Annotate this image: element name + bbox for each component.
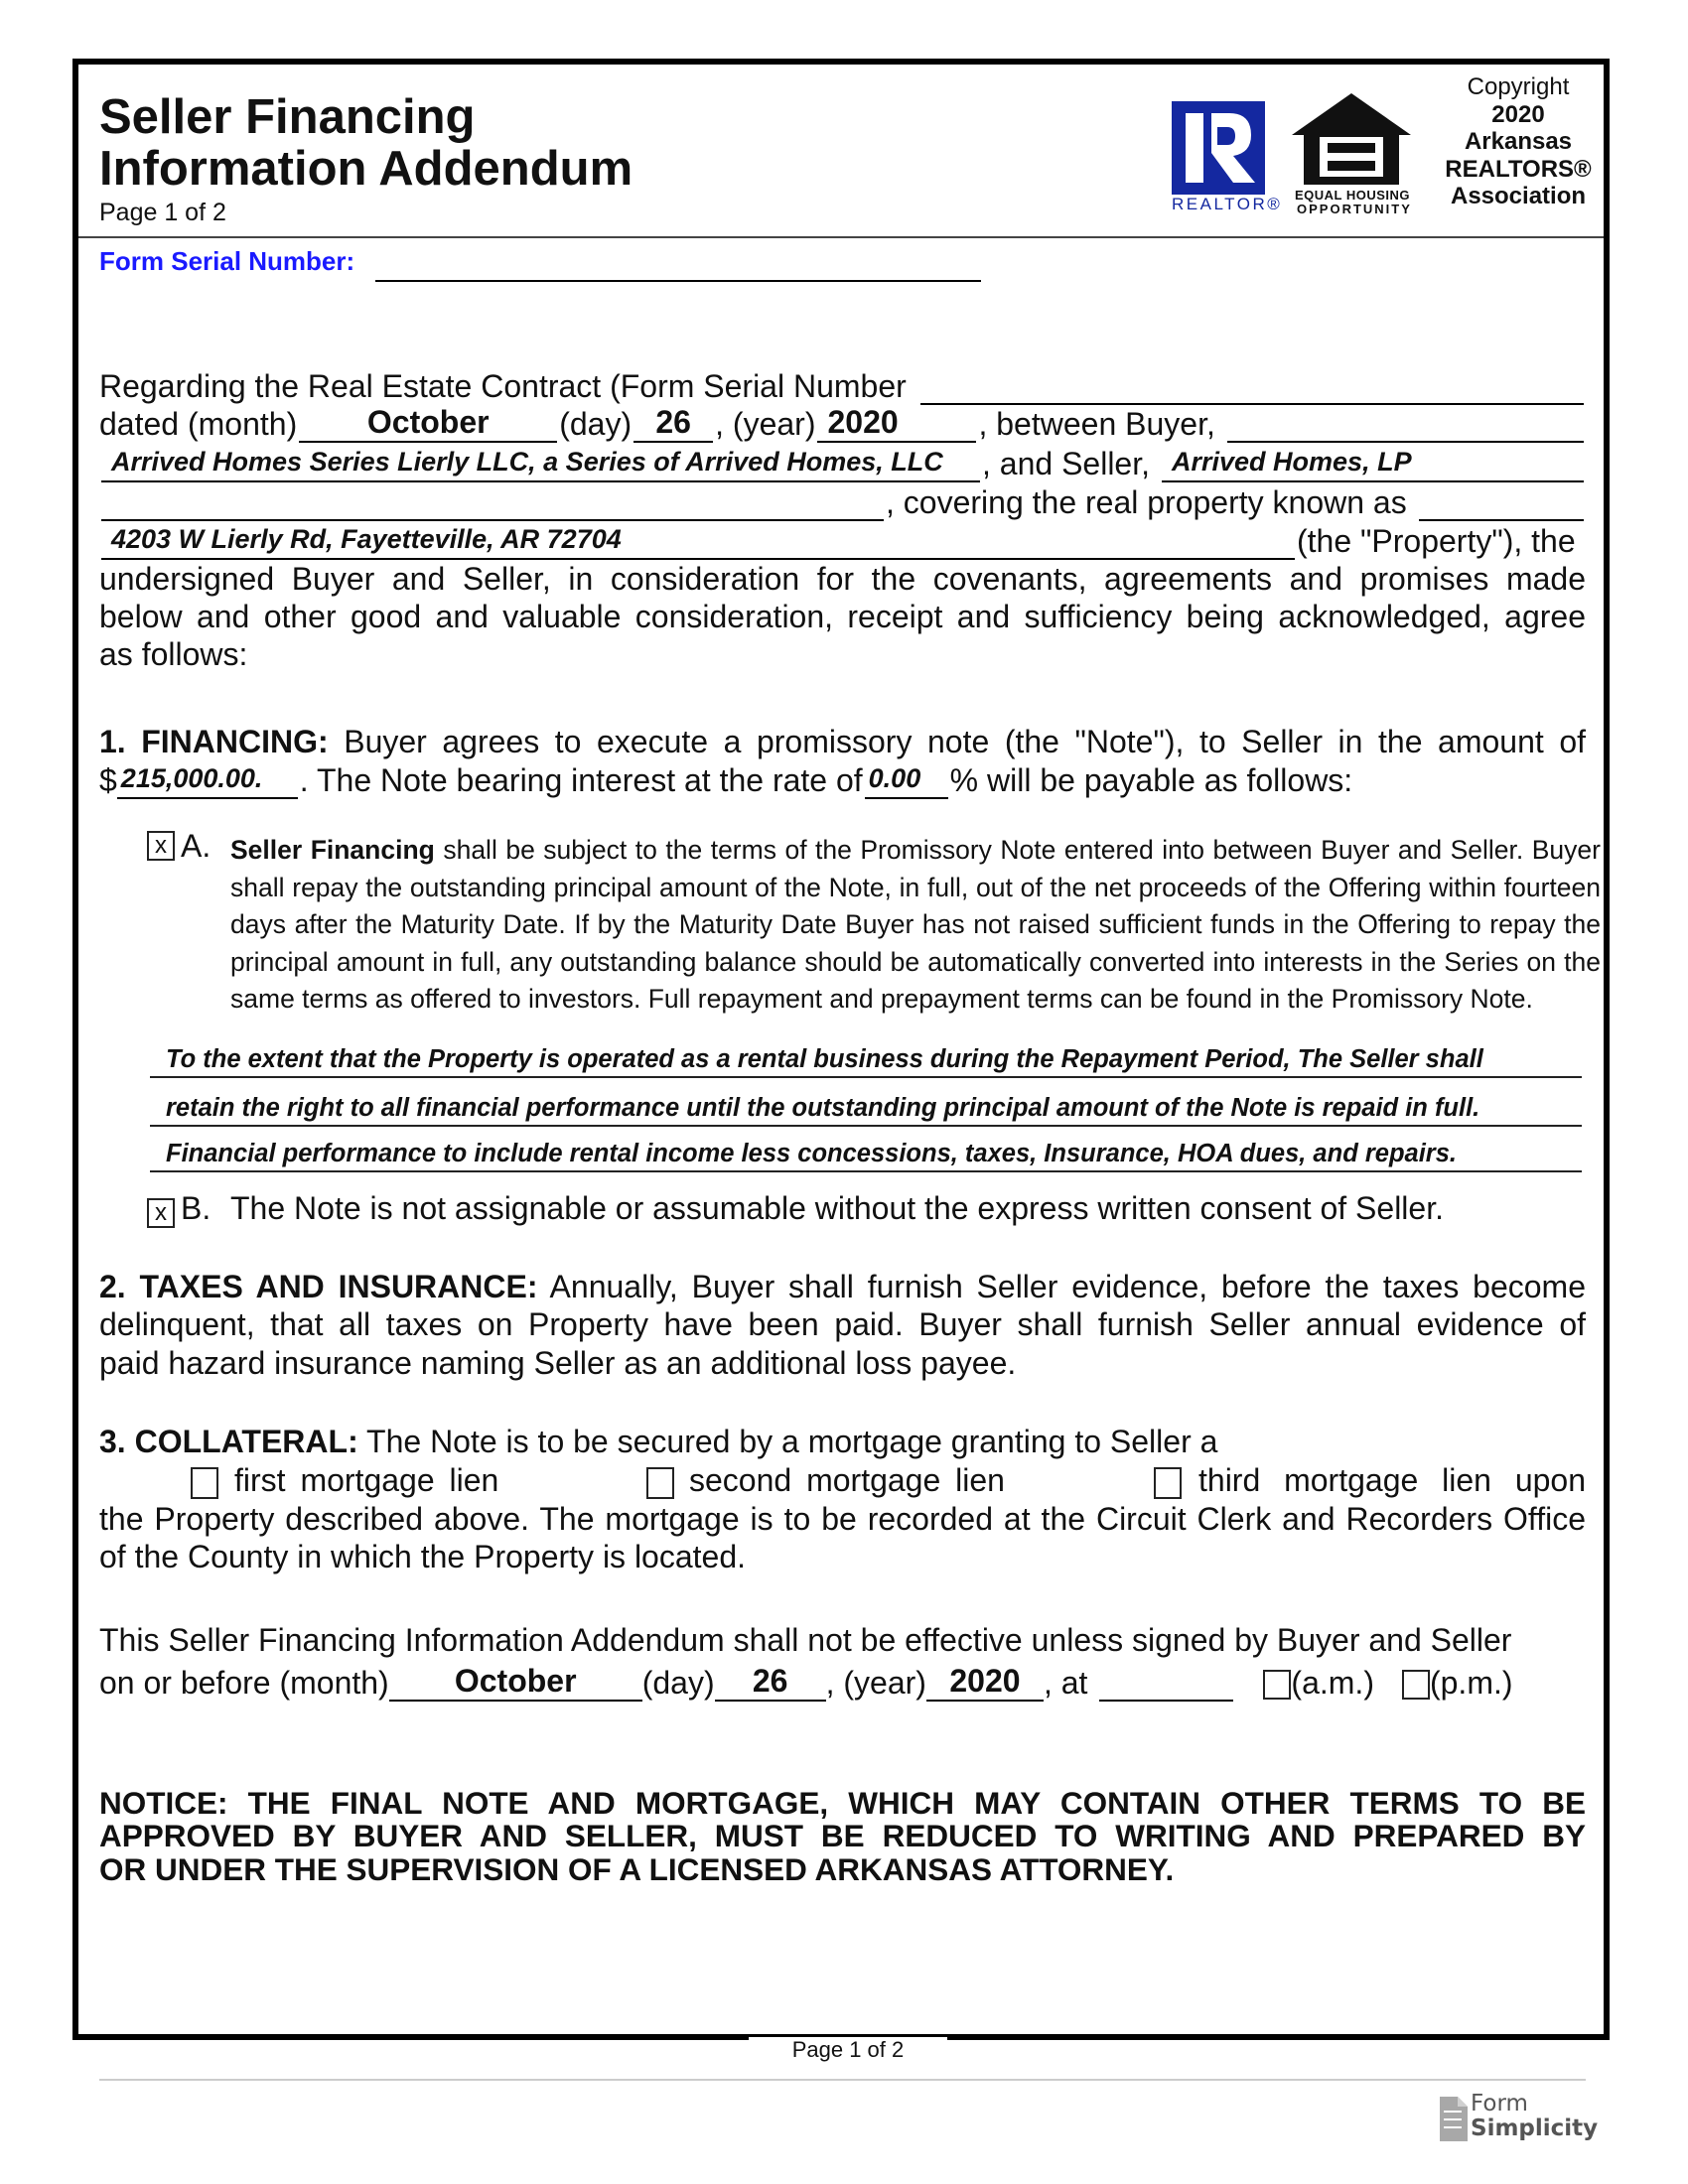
notice-line-2: APPROVED BY BUYER AND SELLER, MUST BE REDUCED TO WRITING AND PREPARED BY — [99, 1818, 1586, 1853]
option-a-body: shall be subject to the terms of the Promissory Note entered into between Buyer and Seller. Buyer shall repay the outstanding principal amount of the Note, in full, out of the net proceeds of the Offering within fourteen days after the Maturity Date. If by the Maturity Date Buyer has not raised sufficient funds in the Offering to repay the principal amount in full, any outstanding balance should be automatically converted into interests in the Series on the same terms as offered to investors. Full repayment and prepayment terms can be found in the Promissory Note. — [230, 835, 1601, 1014]
copyright-org-3: Association — [1450, 183, 1587, 209]
header-divider — [78, 236, 1604, 238]
collateral-line-4: of the County in which the Property is located. — [99, 1539, 747, 1574]
taxes-line-2: delinquent, that all taxes on Property have been paid. Buyer shall furnish Seller annual evidence of — [99, 1306, 1586, 1342]
taxes-text: Annually, Buyer shall furnish Seller evidence, before the taxes become — [537, 1269, 1587, 1304]
the-property-text: (the "Property"), the — [1297, 523, 1576, 559]
and-seller-label: , and Seller, — [982, 446, 1150, 481]
form-serial-input[interactable] — [375, 254, 981, 282]
day-label: (day) — [559, 406, 633, 442]
dollar-sign: $ — [99, 762, 117, 798]
financing-line-2 — [99, 761, 1586, 799]
interest-rate-field[interactable]: 0.00 — [865, 767, 948, 799]
intro-line-2 — [99, 405, 1586, 443]
pm-label: (p.m.) — [1429, 1665, 1513, 1701]
notice-line-1: NOTICE: THE FINAL NOTE AND MORTGAGE, WHICH MAY CONTAIN OTHER TERMS TO BE — [99, 1785, 1586, 1821]
form-simplicity-document-icon — [1440, 2097, 1468, 2141]
intro-line-5 — [99, 522, 1586, 560]
payable-label: % will be payable as follows: — [949, 762, 1353, 798]
collateral-heading: 3. COLLATERAL: — [99, 1424, 358, 1459]
copyright-label: Copyright — [1467, 73, 1570, 100]
option-a-label: A. — [181, 828, 211, 864]
realtor-logo-icon — [1172, 101, 1265, 195]
covering-label: , covering the real property known as — [886, 484, 1407, 520]
on-before-label: on or before (month) — [99, 1665, 389, 1701]
footer-divider — [99, 2079, 1586, 2081]
intro-line-3 — [99, 445, 1586, 482]
year-label: , (year) — [715, 406, 816, 442]
first-lien-label: first mortgage lien — [234, 1462, 499, 1498]
intro-line-8: as follows: — [99, 636, 248, 672]
equal-housing-text-2: OPPORTUNITY — [1297, 202, 1412, 216]
additional-terms-line-1[interactable]: To the extent that the Property is operated as a rental business during the Repayment Period, The Seller shall — [150, 1042, 1582, 1078]
contract-serial-field[interactable] — [920, 373, 1584, 405]
second-lien-checkbox[interactable] — [646, 1467, 674, 1499]
equal-housing-icon — [1290, 91, 1413, 187]
option-b-checkbox[interactable]: x — [147, 1198, 175, 1228]
financing-heading: 1. FINANCING: — [99, 724, 329, 759]
realtor-logo-text: REALTOR® — [1172, 195, 1283, 213]
buyer-field-start[interactable] — [1227, 411, 1584, 443]
at-label: , at — [1043, 1665, 1088, 1701]
notice-line-3: OR UNDER THE SUPERVISION OF A LICENSED ARKANSAS ATTORNEY. — [99, 1851, 1175, 1887]
logo-form-text: Form — [1471, 2091, 1528, 2116]
form-title-line1: Seller Financing — [99, 90, 476, 144]
collateral-text: The Note is to be secured by a mortgage granting to Seller a — [357, 1424, 1218, 1459]
third-lien-label: third mortgage lien upon — [1198, 1462, 1586, 1498]
the-property-label — [1297, 522, 1586, 560]
effective-day-field[interactable]: 26 — [715, 1670, 826, 1702]
intro-line-7: below and other good and valuable consideration, receipt and sufficiency being acknowledged, agree — [99, 599, 1586, 634]
form-serial-label: Form Serial Number: — [99, 246, 355, 276]
copyright-year: 2020 — [1491, 100, 1545, 128]
effective-line-2 — [99, 1664, 1586, 1702]
financing-text: Buyer agrees to execute a promissory note (the "Note"), to Seller in the amount of — [328, 724, 1587, 759]
effective-year-label: , (year) — [825, 1665, 926, 1701]
am-label: (a.m.) — [1291, 1665, 1374, 1701]
third-lien-checkbox[interactable] — [1154, 1467, 1182, 1499]
effective-time-field[interactable] — [1099, 1670, 1233, 1702]
intro-line-4 — [99, 483, 1586, 521]
additional-terms-line-3[interactable]: Financial performance to include rental income less concessions, taxes, Insurance, HOA dues, and repairs. — [150, 1137, 1582, 1172]
first-lien-checkbox[interactable] — [191, 1467, 218, 1499]
footer-page-indicator: Page 1 of 2 — [749, 2037, 947, 2063]
buyer-name-field[interactable]: Arrived Homes Series Lierly LLC, a Series of Arrived Homes, LLC — [101, 451, 980, 482]
taxes-heading: 2. TAXES AND INSURANCE: — [99, 1269, 538, 1304]
pm-checkbox[interactable] — [1402, 1670, 1430, 1700]
effective-year-field[interactable]: 2020 — [926, 1670, 1044, 1702]
form-simplicity-logo — [1471, 2092, 1598, 2141]
equal-housing-text-1: EQUAL HOUSING — [1295, 188, 1411, 203]
taxes-line-1 — [99, 1268, 1586, 1305]
second-lien-label: second mortgage lien — [689, 1462, 1005, 1498]
option-a-text — [230, 832, 1601, 1019]
intro-text: Regarding the Real Estate Contract (Form Serial Number — [99, 368, 907, 404]
financing-line-1 — [99, 723, 1586, 760]
option-b-label: B. — [181, 1190, 211, 1226]
collateral-line-1 — [99, 1423, 1586, 1460]
am-checkbox[interactable] — [1263, 1670, 1291, 1700]
contract-year-field[interactable]: 2020 — [817, 411, 976, 443]
copyright-org-2: REALTORS® — [1445, 155, 1592, 183]
option-a-checkbox[interactable]: x — [147, 831, 175, 861]
contract-month-field[interactable]: October — [299, 411, 557, 443]
copyright-org-1: Arkansas — [1464, 128, 1573, 155]
between-buyer-label: , between Buyer, — [978, 406, 1215, 442]
contract-day-field[interactable]: 26 — [633, 411, 713, 443]
seller-name-field[interactable]: Arrived Homes, LP — [1162, 451, 1584, 482]
logo-simplicity-text: Simplicity — [1471, 2116, 1599, 2141]
page-indicator: Page 1 of 2 — [99, 199, 226, 226]
interest-label: . The Note bearing interest at the rate of — [299, 762, 863, 798]
effective-month-field[interactable]: October — [389, 1670, 642, 1702]
seller-financing-bold: Seller Financing — [230, 835, 435, 865]
option-b-text: The Note is not assignable or assumable without the express written consent of Seller. — [230, 1190, 1444, 1226]
form-title-line2: Information Addendum — [99, 142, 633, 196]
loan-amount-field[interactable]: 215,000.00. — [117, 767, 298, 799]
dated-label: dated (month) — [99, 406, 298, 442]
property-address-field[interactable]: 4203 W Lierly Rd, Fayetteville, AR 72704 — [101, 528, 1295, 560]
intro-line-1 — [99, 367, 1586, 405]
collateral-line-3: the Property described above. The mortgage is to be recorded at the Circuit Clerk and Recorders Office — [99, 1501, 1586, 1537]
additional-terms-line-2[interactable]: retain the right to all financial performance until the outstanding principal amount of the Note is repaid in full. — [150, 1091, 1582, 1127]
effective-line-1: This Seller Financing Information Addendum shall not be effective unless signed by Buyer and Seller — [99, 1622, 1512, 1658]
intro-line-6: undersigned Buyer and Seller, in consideration for the covenants, agreements and promises made — [99, 561, 1586, 597]
seller-field-cont[interactable] — [101, 489, 884, 521]
effective-day-label: (day) — [641, 1665, 715, 1701]
property-field-start[interactable] — [1419, 489, 1584, 521]
taxes-line-3: paid hazard insurance naming Seller as an additional loss payee. — [99, 1345, 1017, 1381]
copyright-notice — [1430, 73, 1607, 210]
